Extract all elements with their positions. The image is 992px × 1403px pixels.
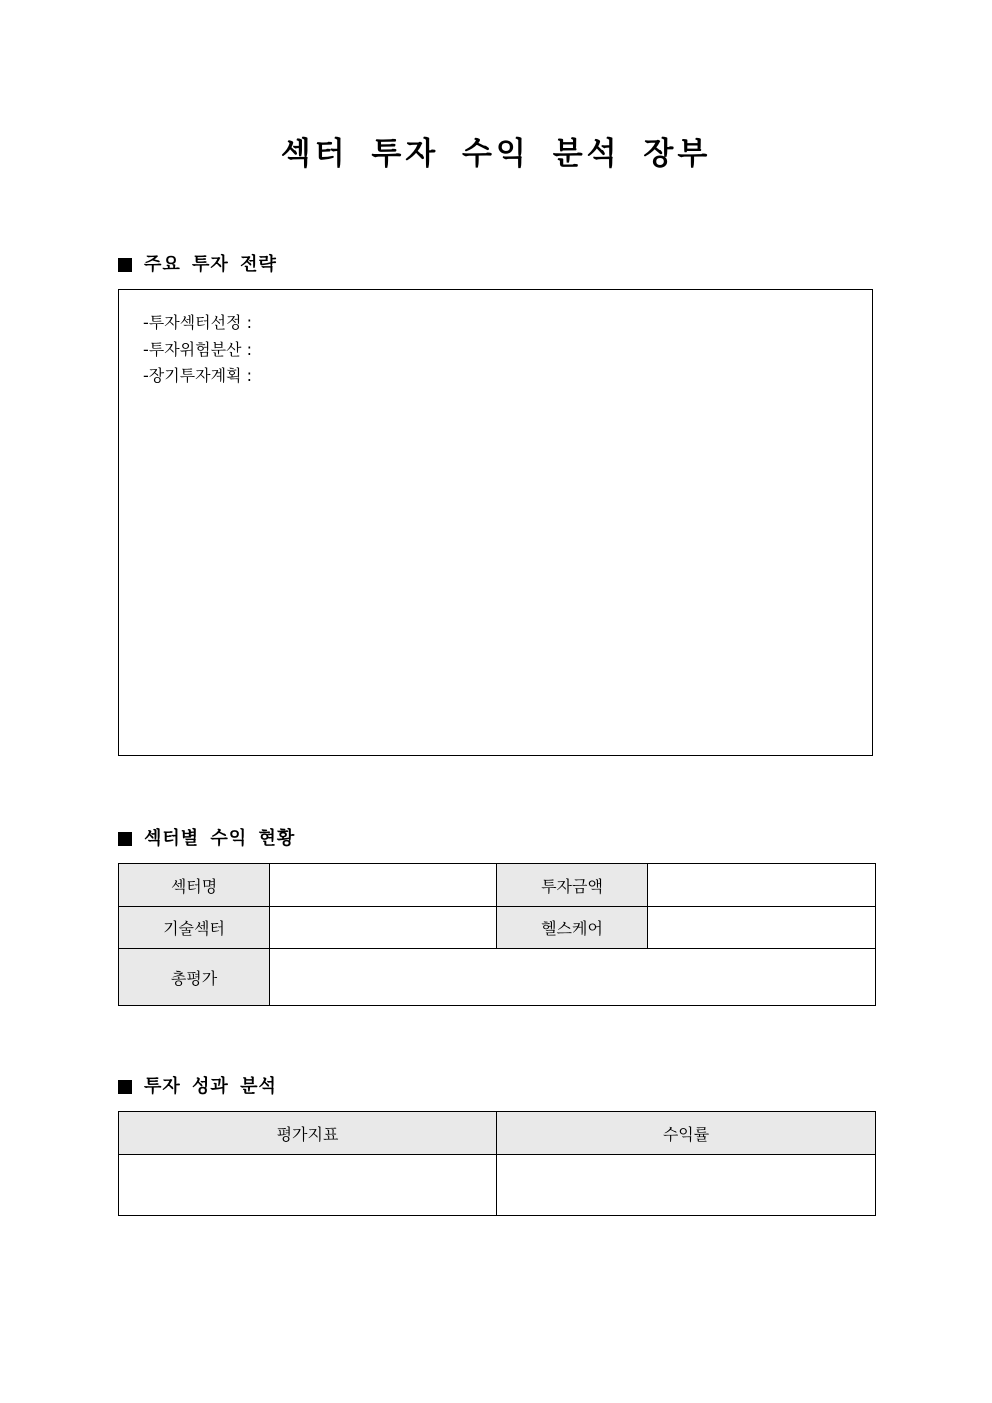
- value-cell-metric[interactable]: [119, 1155, 497, 1216]
- label-cell-tech-sector: 기술섹터: [119, 907, 270, 949]
- value-cell-return-rate[interactable]: [497, 1155, 876, 1216]
- column-header-return-rate: 수익률: [497, 1112, 876, 1155]
- strategy-line-sector-selection: -투자섹터선정 :: [143, 313, 252, 332]
- square-bullet-icon: [118, 258, 132, 272]
- section-heading-performance: [118, 1075, 277, 1099]
- value-cell-sector-name[interactable]: [270, 864, 497, 907]
- label-cell-healthcare: 헬스케어: [497, 907, 648, 949]
- section-heading-label: 주요 투자 전략: [144, 254, 277, 275]
- table-header-row: [119, 1112, 876, 1155]
- strategy-line-risk-diversification: -투자위험분산 :: [143, 339, 252, 359]
- strategy-line-long-term-plan: -장기투자계획 :: [143, 366, 252, 385]
- performance-table: [118, 1111, 876, 1216]
- table-row: [119, 949, 876, 1006]
- label-cell-sector-name: 섹터명: [119, 864, 270, 907]
- table-row: [119, 1155, 876, 1216]
- value-cell-overall-evaluation[interactable]: [270, 949, 876, 1006]
- strategy-textbox[interactable]: [118, 289, 873, 756]
- section-heading-strategy: [118, 253, 277, 277]
- value-cell-tech-sector[interactable]: [270, 907, 497, 949]
- section-heading-sector-returns: [118, 827, 295, 851]
- section-heading-label: 투자 성과 분석: [144, 1076, 277, 1097]
- square-bullet-icon: [118, 832, 132, 846]
- square-bullet-icon: [118, 1080, 132, 1094]
- section-heading-label: 섹터별 수익 현황: [144, 828, 296, 849]
- label-cell-investment-amount: 투자금액: [497, 864, 648, 907]
- label-cell-overall-evaluation: 총평가: [119, 949, 270, 1006]
- value-cell-investment-amount[interactable]: [648, 864, 876, 907]
- column-header-metric: 평가지표: [119, 1112, 497, 1155]
- table-row: [119, 864, 876, 907]
- value-cell-healthcare[interactable]: [648, 907, 876, 949]
- sector-returns-table: [118, 863, 876, 1006]
- table-row: [119, 907, 876, 949]
- page-title: 섹터 투자 수익 분석 장부: [280, 136, 712, 172]
